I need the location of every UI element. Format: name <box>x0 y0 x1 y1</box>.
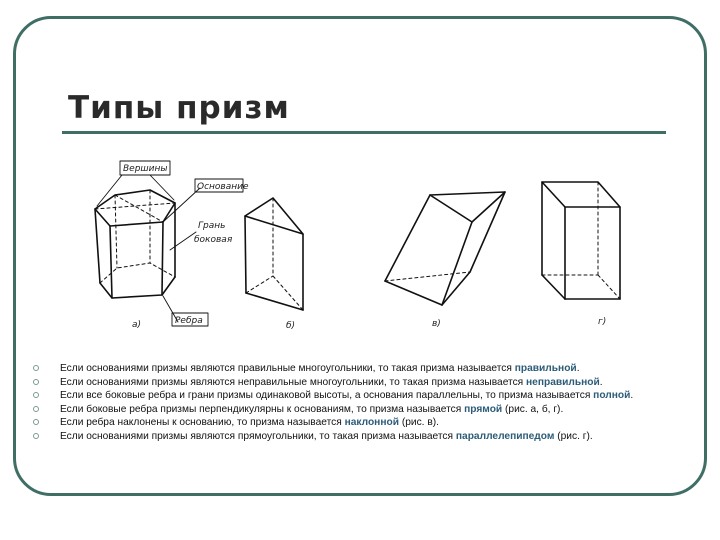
definitions-list <box>28 363 698 444</box>
item-text-end: . <box>630 390 634 401</box>
label-face-side: боковая <box>194 235 233 245</box>
caption-b: б) <box>286 321 296 331</box>
list-item <box>28 417 698 429</box>
item-term: полной <box>593 390 631 401</box>
prism-figures <box>60 150 680 335</box>
bullet-icon <box>33 365 39 371</box>
figure-d-parallelepiped <box>542 182 620 299</box>
slide-title: Типы призм <box>68 90 290 126</box>
item-text-end: (рис. г). <box>554 430 593 442</box>
title-divider <box>62 131 666 134</box>
item-text-end: . <box>576 363 580 374</box>
item-text-end: (рис. а, б, г). <box>502 403 564 415</box>
bullet-icon <box>33 433 39 439</box>
list-item <box>28 377 698 389</box>
figure-b-triangular-prism <box>245 198 303 310</box>
label-edges: Ребра <box>175 316 203 326</box>
caption-a: а) <box>132 320 142 330</box>
item-text-end: (рис. в). <box>398 417 439 428</box>
caption-d: г) <box>598 317 607 327</box>
item-term: правильной <box>514 363 577 374</box>
item-term: параллелепипедом <box>455 430 555 442</box>
list-item <box>28 390 698 402</box>
item-text: Если ребра наклонены к основанию, то призма называется <box>60 417 345 428</box>
caption-c: в) <box>432 319 441 329</box>
item-text: Если основаниями призмы являются прямоугольники, то такая призма называется <box>60 430 456 442</box>
bullet-icon <box>33 392 39 398</box>
label-base: Основание <box>197 182 249 192</box>
bullet-icon <box>33 406 39 412</box>
item-text: Если боковые ребра призмы перпендикулярны к основаниям, то призма называется <box>60 403 465 415</box>
item-text: Если основаниями призмы являются неправильные многоугольники, то такая призма называется <box>60 376 527 388</box>
label-vertices: Вершины <box>123 164 168 174</box>
item-term: наклонной <box>344 417 399 428</box>
list-item <box>28 363 698 375</box>
bullet-icon <box>33 419 39 425</box>
item-term: неправильной <box>526 376 600 388</box>
item-text: Если основаниями призмы являются правильные многоугольники, то такая призма называется <box>60 363 515 374</box>
list-item <box>28 431 698 443</box>
label-face: Грань <box>198 221 226 231</box>
bullet-icon <box>33 379 39 385</box>
item-text: Если все боковые ребра и грани призмы одинаковой высоты, а основания параллельны, то призма называется <box>60 390 594 401</box>
list-item <box>28 404 698 416</box>
figure-c-oblique-prism <box>385 192 505 305</box>
item-term: прямой <box>464 403 503 415</box>
item-text-end: . <box>599 376 603 388</box>
